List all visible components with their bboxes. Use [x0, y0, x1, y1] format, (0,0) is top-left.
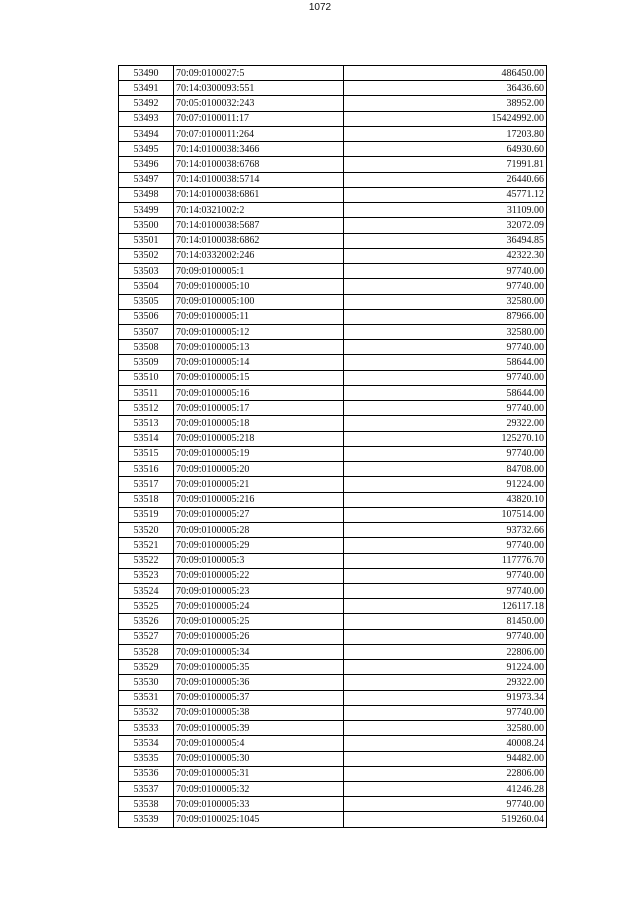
cadastral-number-cell: 70:09:0100005:17: [174, 401, 344, 416]
table-row: [119, 721, 547, 736]
table-row: [119, 675, 547, 690]
table-row: [119, 583, 547, 598]
cadastral-value-cell: 117776.70: [344, 553, 547, 568]
row-number-cell: 53522: [119, 553, 174, 568]
cadastral-value-cell: 81450.00: [344, 614, 547, 629]
table-row: [119, 629, 547, 644]
table-row: [119, 507, 547, 522]
row-number-cell: 53509: [119, 355, 174, 370]
table-row: [119, 401, 547, 416]
cadastral-number-cell: 70:09:0100005:31: [174, 766, 344, 781]
table-row: [119, 614, 547, 629]
cadastral-number-cell: 70:09:0100005:12: [174, 324, 344, 339]
cadastral-value-cell: 97740.00: [344, 538, 547, 553]
cadastral-number-cell: 70:09:0100027:5: [174, 66, 344, 81]
row-number-cell: 53510: [119, 370, 174, 385]
row-number-cell: 53500: [119, 218, 174, 233]
cadastral-value-cell: 22806.00: [344, 766, 547, 781]
row-number-cell: 53516: [119, 462, 174, 477]
cadastral-value-cell: 91224.00: [344, 660, 547, 675]
table-row: [119, 264, 547, 279]
cadastral-number-cell: 70:09:0100005:13: [174, 340, 344, 355]
row-number-cell: 53505: [119, 294, 174, 309]
table-row: [119, 187, 547, 202]
cadastral-value-cell: 15424992.00: [344, 111, 547, 126]
cadastral-number-cell: 70:14:0100038:6768: [174, 157, 344, 172]
row-number-cell: 53504: [119, 279, 174, 294]
table-row: [119, 279, 547, 294]
table-row: [119, 309, 547, 324]
row-number-cell: 53517: [119, 477, 174, 492]
table-row: [119, 462, 547, 477]
cadastral-number-cell: 70:09:0100005:218: [174, 431, 344, 446]
cadastral-value-cell: 91224.00: [344, 477, 547, 492]
cadastral-number-cell: 70:09:0100005:25: [174, 614, 344, 629]
cadastral-value-cell: 26440.66: [344, 172, 547, 187]
table-row: [119, 416, 547, 431]
cadastral-value-cell: 17203.80: [344, 126, 547, 141]
table-row: [119, 66, 547, 81]
table-row: [119, 248, 547, 263]
table-row: [119, 294, 547, 309]
table-row: [119, 370, 547, 385]
row-number-cell: 53527: [119, 629, 174, 644]
row-number-cell: 53530: [119, 675, 174, 690]
cadastral-number-cell: 70:09:0100005:35: [174, 660, 344, 675]
row-number-cell: 53518: [119, 492, 174, 507]
row-number-cell: 53502: [119, 248, 174, 263]
cadastral-number-cell: 70:09:0100005:4: [174, 736, 344, 751]
cadastral-value-cell: 91973.34: [344, 690, 547, 705]
cadastral-value-cell: 40008.24: [344, 736, 547, 751]
cadastral-value-cell: 41246.28: [344, 782, 547, 797]
row-number-cell: 53524: [119, 583, 174, 598]
table-row: [119, 203, 547, 218]
table-row: [119, 340, 547, 355]
row-number-cell: 53536: [119, 766, 174, 781]
row-number-cell: 53515: [119, 446, 174, 461]
cadastral-value-cell: 36436.60: [344, 81, 547, 96]
table-row: [119, 782, 547, 797]
cadastral-number-cell: 70:09:0100005:27: [174, 507, 344, 522]
table-row: [119, 431, 547, 446]
table-row: [119, 355, 547, 370]
cadastral-value-cell: 22806.00: [344, 644, 547, 659]
cadastral-number-cell: 70:14:0100038:6862: [174, 233, 344, 248]
table-row: [119, 126, 547, 141]
cadastral-number-cell: 70:09:0100025:1045: [174, 812, 344, 827]
cadastral-value-cell: 64930.60: [344, 142, 547, 157]
cadastral-value-table: [118, 65, 547, 828]
cadastral-value-cell: 58644.00: [344, 385, 547, 400]
row-number-cell: 53538: [119, 797, 174, 812]
row-number-cell: 53491: [119, 81, 174, 96]
table-row: [119, 233, 547, 248]
cadastral-value-cell: 125270.10: [344, 431, 547, 446]
cadastral-number-cell: 70:14:0100038:5687: [174, 218, 344, 233]
cadastral-value-cell: 97740.00: [344, 629, 547, 644]
cadastral-value-cell: 97740.00: [344, 340, 547, 355]
row-number-cell: 53535: [119, 751, 174, 766]
cadastral-value-cell: 38952.00: [344, 96, 547, 111]
row-number-cell: 53539: [119, 812, 174, 827]
cadastral-value-cell: 519260.04: [344, 812, 547, 827]
table-row: [119, 81, 547, 96]
row-number-cell: 53511: [119, 385, 174, 400]
table-body: [119, 66, 547, 828]
table-row: [119, 111, 547, 126]
table-row: [119, 568, 547, 583]
row-number-cell: 53492: [119, 96, 174, 111]
row-number-cell: 53532: [119, 705, 174, 720]
row-number-cell: 53525: [119, 599, 174, 614]
cadastral-value-cell: 71991.81: [344, 157, 547, 172]
row-number-cell: 53533: [119, 721, 174, 736]
row-number-cell: 53490: [119, 66, 174, 81]
table-row: [119, 218, 547, 233]
row-number-cell: 53499: [119, 203, 174, 218]
cadastral-number-cell: 70:09:0100005:37: [174, 690, 344, 705]
cadastral-number-cell: 70:07:0100011:264: [174, 126, 344, 141]
row-number-cell: 53528: [119, 644, 174, 659]
cadastral-value-cell: 31109.00: [344, 203, 547, 218]
cadastral-value-cell: 29322.00: [344, 416, 547, 431]
cadastral-value-cell: 32580.00: [344, 324, 547, 339]
row-number-cell: 53493: [119, 111, 174, 126]
cadastral-value-cell: 126117.18: [344, 599, 547, 614]
cadastral-number-cell: 70:05:0100032:243: [174, 96, 344, 111]
cadastral-value-cell: 97740.00: [344, 264, 547, 279]
cadastral-value-cell: 97740.00: [344, 583, 547, 598]
cadastral-number-cell: 70:09:0100005:36: [174, 675, 344, 690]
cadastral-number-cell: 70:09:0100005:216: [174, 492, 344, 507]
row-number-cell: 53520: [119, 523, 174, 538]
cadastral-value-cell: 97740.00: [344, 797, 547, 812]
row-number-cell: 53537: [119, 782, 174, 797]
table-row: [119, 492, 547, 507]
cadastral-number-cell: 70:09:0100005:20: [174, 462, 344, 477]
row-number-cell: 53507: [119, 324, 174, 339]
cadastral-value-cell: 97740.00: [344, 568, 547, 583]
table-row: [119, 751, 547, 766]
table-row: [119, 142, 547, 157]
cadastral-value-cell: 42322.30: [344, 248, 547, 263]
cadastral-number-cell: 70:09:0100005:30: [174, 751, 344, 766]
row-number-cell: 53531: [119, 690, 174, 705]
cadastral-value-cell: 94482.00: [344, 751, 547, 766]
cadastral-number-cell: 70:09:0100005:33: [174, 797, 344, 812]
row-number-cell: 53526: [119, 614, 174, 629]
cadastral-number-cell: 70:09:0100005:32: [174, 782, 344, 797]
cadastral-number-cell: 70:09:0100005:19: [174, 446, 344, 461]
cadastral-value-cell: 43820.10: [344, 492, 547, 507]
cadastral-number-cell: 70:14:0321002:2: [174, 203, 344, 218]
cadastral-number-cell: 70:14:0100038:5714: [174, 172, 344, 187]
cadastral-number-cell: 70:09:0100005:23: [174, 583, 344, 598]
cadastral-value-cell: 32580.00: [344, 721, 547, 736]
table-row: [119, 446, 547, 461]
row-number-cell: 53503: [119, 264, 174, 279]
cadastral-number-cell: 70:09:0100005:34: [174, 644, 344, 659]
table-row: [119, 96, 547, 111]
table-row: [119, 660, 547, 675]
table-row: [119, 157, 547, 172]
cadastral-number-cell: 70:09:0100005:21: [174, 477, 344, 492]
table-row: [119, 644, 547, 659]
cadastral-value-cell: 486450.00: [344, 66, 547, 81]
cadastral-number-cell: 70:09:0100005:18: [174, 416, 344, 431]
table-row: [119, 477, 547, 492]
cadastral-number-cell: 70:09:0100005:14: [174, 355, 344, 370]
table-row: [119, 705, 547, 720]
cadastral-value-cell: 84708.00: [344, 462, 547, 477]
cadastral-number-cell: 70:09:0100005:3: [174, 553, 344, 568]
row-number-cell: 53496: [119, 157, 174, 172]
row-number-cell: 53529: [119, 660, 174, 675]
cadastral-value-cell: 97740.00: [344, 705, 547, 720]
table-row: [119, 324, 547, 339]
table-row: [119, 172, 547, 187]
table-row: [119, 797, 547, 812]
row-number-cell: 53495: [119, 142, 174, 157]
cadastral-value-cell: 45771.12: [344, 187, 547, 202]
table-row: [119, 523, 547, 538]
cadastral-value-cell: 97740.00: [344, 370, 547, 385]
table-row: [119, 385, 547, 400]
cadastral-number-cell: 70:09:0100005:39: [174, 721, 344, 736]
table-row: [119, 538, 547, 553]
row-number-cell: 53498: [119, 187, 174, 202]
cadastral-number-cell: 70:09:0100005:11: [174, 309, 344, 324]
cadastral-number-cell: 70:14:0100038:6861: [174, 187, 344, 202]
cadastral-value-cell: 97740.00: [344, 446, 547, 461]
cadastral-number-cell: 70:14:0300093:551: [174, 81, 344, 96]
cadastral-value-cell: 32580.00: [344, 294, 547, 309]
row-number-cell: 53519: [119, 507, 174, 522]
cadastral-number-cell: 70:09:0100005:100: [174, 294, 344, 309]
cadastral-number-cell: 70:09:0100005:22: [174, 568, 344, 583]
cadastral-value-cell: 29322.00: [344, 675, 547, 690]
table-row: [119, 766, 547, 781]
cadastral-value-cell: 32072.09: [344, 218, 547, 233]
cadastral-number-cell: 70:09:0100005:26: [174, 629, 344, 644]
row-number-cell: 53521: [119, 538, 174, 553]
row-number-cell: 53494: [119, 126, 174, 141]
cadastral-number-cell: 70:07:0100011:17: [174, 111, 344, 126]
cadastral-value-cell: 58644.00: [344, 355, 547, 370]
row-number-cell: 53501: [119, 233, 174, 248]
cadastral-value-cell: 97740.00: [344, 279, 547, 294]
cadastral-value-cell: 36494.85: [344, 233, 547, 248]
table-row: [119, 812, 547, 827]
row-number-cell: 53512: [119, 401, 174, 416]
table-row: [119, 736, 547, 751]
row-number-cell: 53497: [119, 172, 174, 187]
page-number: 1072: [308, 2, 332, 13]
row-number-cell: 53506: [119, 309, 174, 324]
cadastral-number-cell: 70:14:0332002:246: [174, 248, 344, 263]
cadastral-value-cell: 93732.66: [344, 523, 547, 538]
cadastral-number-cell: 70:09:0100005:15: [174, 370, 344, 385]
row-number-cell: 53508: [119, 340, 174, 355]
cadastral-number-cell: 70:14:0100038:3466: [174, 142, 344, 157]
cadastral-number-cell: 70:09:0100005:28: [174, 523, 344, 538]
cadastral-value-cell: 87966.00: [344, 309, 547, 324]
cadastral-number-cell: 70:09:0100005:29: [174, 538, 344, 553]
row-number-cell: 53534: [119, 736, 174, 751]
table-row: [119, 553, 547, 568]
row-number-cell: 53513: [119, 416, 174, 431]
cadastral-number-cell: 70:09:0100005:16: [174, 385, 344, 400]
cadastral-number-cell: 70:09:0100005:38: [174, 705, 344, 720]
cadastral-number-cell: 70:09:0100005:10: [174, 279, 344, 294]
row-number-cell: 53523: [119, 568, 174, 583]
cadastral-number-cell: 70:09:0100005:1: [174, 264, 344, 279]
table-row: [119, 690, 547, 705]
cadastral-value-cell: 107514.00: [344, 507, 547, 522]
cadastral-value-cell: 97740.00: [344, 401, 547, 416]
table-row: [119, 599, 547, 614]
row-number-cell: 53514: [119, 431, 174, 446]
cadastral-number-cell: 70:09:0100005:24: [174, 599, 344, 614]
